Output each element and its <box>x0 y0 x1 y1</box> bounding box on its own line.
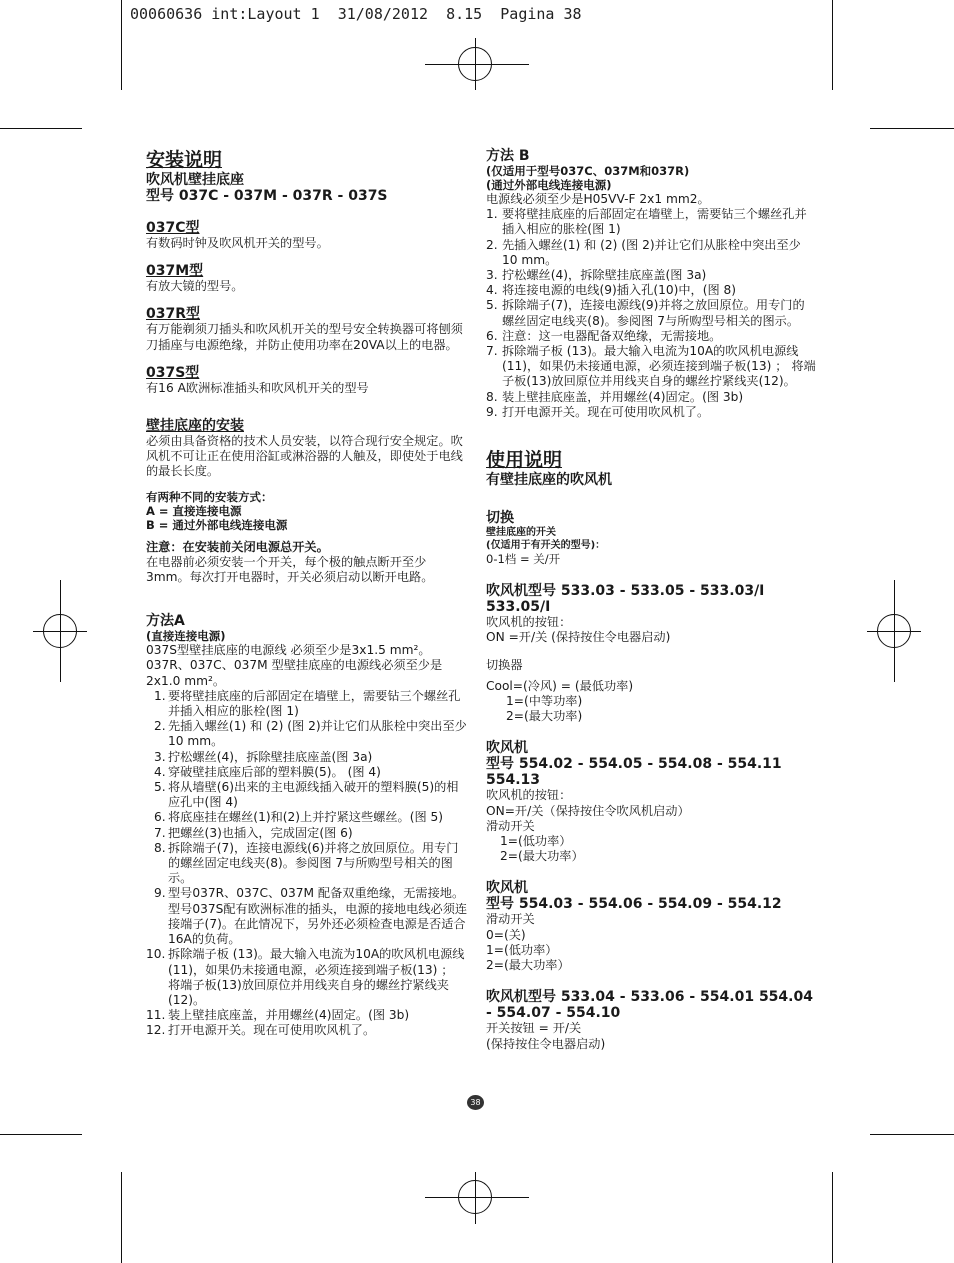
method-b-heading: 方法 B <box>486 148 530 164</box>
text-line: ON =开/关 (保持按住令电器启动) <box>486 630 671 645</box>
text-line: ON=开/关（保持按住令吹风机启动） <box>486 803 690 818</box>
text-line: 1=(低功率） <box>500 834 572 849</box>
model-name: 037C型 <box>146 220 200 236</box>
model-description: 有万能剃须刀插头和吹风机开关的型号安全转换器可将刨须刀插座与电源绝缘，并防止使用功率在20VA以上的电器。 <box>146 322 463 352</box>
list-item: 7. 拆除端子板 (13)。最大输入电流为10A的吹风机电源线 (11)，如果仍未接通电源，必须连接到端子板(13) ； 将端子板(13)放回原位并用线夹自身的螺丝拧紧线夹(12)。 <box>486 344 816 389</box>
model-heading: 型号 554.03 - 554.06 - 554.09 - 554.12 <box>486 896 782 913</box>
model-heading: 吹风机 <box>486 880 528 897</box>
method-a-intro: 037S型壁挂底座的电源线 必须至少是3x1.5 mm²。 <box>146 643 431 658</box>
list-item: 12. 打开电源开关。现在可使用吹风机了。 <box>146 1023 376 1038</box>
model-description: 有放大镜的型号。 <box>146 279 244 294</box>
list-item: 2. 先插入螺丝(1) 和 (2) (图 2)并让它们从胀栓中突出至少10 mm。 <box>486 237 801 267</box>
model-heading: 吹风机 <box>486 740 528 757</box>
method-b-label: B = 通过外部电线连接电源 <box>146 517 288 532</box>
list-item: 3. 拧松螺丝(4)，拆除壁挂底座盖(图 3a) <box>486 268 707 283</box>
method-a-label: A = 直接连接电源 <box>146 503 242 518</box>
text-line: 2=(最大功率） <box>486 958 570 973</box>
usage-title: 使用说明 <box>486 449 563 472</box>
model-description: 有数码时钟及吹风机开关的型号。 <box>146 236 329 250</box>
model-heading: 型号 554.02 - 554.05 - 554.08 - 554.11 554.13 <box>486 756 782 789</box>
text-line: (保持按住令电器启动) <box>486 1036 606 1051</box>
model-heading: 吹风机型号 533.03 - 533.05 - 533.03/I 533.05/I <box>486 583 765 616</box>
method-a-steps <box>146 689 469 1039</box>
text-line: 2=(最大功率) <box>506 709 583 724</box>
warning-text: 在电器前必须安装一个开关，每个极的触点断开至少3mm。每次打开电器时，开关必须启动以断开电路。 <box>146 554 434 585</box>
list-item: 4. 穿破壁挂底座后部的塑料膜(5)。 (图 4) <box>154 764 381 779</box>
text-line: 吹风机的按钮： <box>486 615 572 630</box>
list-item: 8. 装上壁挂底座盖，并用螺丝(4)固定。(图 3b) <box>486 389 744 404</box>
list-item: 2. 先插入螺丝(1) 和 (2) (图 2)并让它们从胀栓中突出至少10 mm。 <box>154 719 467 749</box>
method-a-intro: 037R、037C、037M 型壁挂底座的电源线必须至少是2x1.0 mm²。 <box>146 658 443 688</box>
list-item: 6. 将底座挂在螺丝(1)和(2)上并拧紧这些螺丝。(图 5) <box>154 810 444 825</box>
subtitle: 吹风机壁挂底座 <box>146 172 244 188</box>
list-item: 4. 将连接电源的电线(9)插入孔(10)中，(图 8) <box>486 283 737 298</box>
crop-mark <box>0 1134 82 1135</box>
crop-mark <box>0 128 82 129</box>
text-line: 吹风机的按钮： <box>486 788 572 803</box>
switch-heading: 切换 <box>486 510 514 527</box>
list-item: 9. 打开电源开关。现在可使用吹风机了。 <box>486 404 710 419</box>
method-a-subheading: (直接连接电源) <box>146 629 226 644</box>
crop-mark <box>121 0 122 90</box>
model-name: 037S型 <box>146 364 200 381</box>
usage-subtitle: 有壁挂底座的吹风机 <box>486 472 612 489</box>
crop-mark <box>870 1134 954 1135</box>
crop-mark <box>832 0 833 90</box>
print-header: 00060636 int:Layout 1 31/08/2012 8.15 Pagina 38 <box>130 5 582 23</box>
method-b-steps <box>486 207 816 420</box>
switch-text: 0-1档 = 关/开 <box>486 552 561 567</box>
model-name: 037M型 <box>146 263 204 280</box>
crop-mark <box>870 128 954 129</box>
text-line: Cool=(冷风) = (最低功率) <box>486 678 634 693</box>
switch-subheading: 壁挂底座的开关 <box>486 527 556 539</box>
list-item: 8. 拆除端子(7)，连接电源线(6)并将之放回原位。用专门的螺丝固定电线夹(8)。参阅图 7与所购型号相关的图示。 <box>154 840 459 886</box>
switch-title: 切换器 <box>486 657 523 672</box>
switch-subheading: (仅适用于有开关的型号)： <box>486 540 606 552</box>
method-b-intro: 电源线必须至少是H05VV-F 2x1 mm2。 <box>486 192 710 206</box>
list-item: 9. 型号037R、037C、037M 配备双重绝缘，无需接地。 型号037S配有欧洲标准的插头，电源的接地电线必须连接端子(7)。在此情况下，另外还必须检查电源是否适合16A的负荷。 <box>154 886 468 947</box>
warning-title: 注意：在安装前关闭电源总开关。 <box>146 539 329 554</box>
install-text: 必须由具备资格的技术人员安装，以符合现行安全规定。吹风机不可让正在使用浴缸或淋浴器的人触及，即使处于电线的最长长度。 <box>146 434 463 479</box>
text-line: 开关按钮 = 开/关 <box>486 1021 582 1036</box>
text-line: 滑动开关 <box>486 912 535 927</box>
list-item: 11. 装上壁挂底座盖，并用螺丝(4)固定。(图 3b) <box>146 1008 410 1023</box>
text-line: 0=(关) <box>486 927 526 942</box>
page-number-badge: 38 <box>467 1095 484 1110</box>
method-b-subheading: (仅适用于型号037C、037M和037R) <box>486 164 690 178</box>
model-list-heading: 型号 037C - 037M - 037R - 037S <box>146 188 388 204</box>
list-item: 3. 拧松螺丝(4)，拆除壁挂底座盖(图 3a) <box>154 749 373 764</box>
list-item: 1. 要将壁挂底座的后部固定在墙壁上，需要钻三个螺丝孔并插入相应的胀栓(图 1) <box>486 207 807 237</box>
list-item: 6. 注意：这一电器配备双绝缘，无需接地。 <box>486 328 722 343</box>
list-item: 5. 拆除端子(7)，连接电源线(9)并将之放回原位。用专门的螺丝固定电线夹(8)。参阅图 7与所购型号相关的图示。 <box>486 298 805 328</box>
crop-mark <box>832 1172 833 1263</box>
section-heading: 壁挂底座的安装 <box>146 418 244 435</box>
text-line: 1=(低功率） <box>486 942 558 957</box>
model-heading: 吹风机型号 533.04 - 533.06 - 554.01 554.04 - 554.07 - 554.10 <box>486 989 813 1022</box>
model-name: 037R型 <box>146 306 201 323</box>
list-item: 7. 把螺丝(3)也插入，完成固定(图 6) <box>154 825 353 840</box>
text-line: 1=(中等功率) <box>506 694 583 709</box>
text-line: 滑动开关 <box>486 818 535 833</box>
crop-mark <box>121 1172 122 1263</box>
model-description: 有16 A欧洲标准插头和吹风机开关的型号 <box>146 380 369 395</box>
text-line: 2=(最大功率） <box>500 849 584 864</box>
right-column <box>486 148 816 1052</box>
method-b-subheading: (通过外部电线连接电源) <box>486 178 612 192</box>
list-item: 1. 要将壁挂底座的后部固定在墙壁上，需要钻三个螺丝孔并插入相应的胀栓(图 1) <box>154 688 461 719</box>
methods-title: 有两种不同的安装方式： <box>146 489 273 504</box>
list-item: 5. 将从墙壁(6)出来的主电源线插入破开的塑料膜(5)的相应孔中(图 4) <box>154 780 459 810</box>
list-item: 10. 拆除端子板 (13)。最大输入电流为10A的吹风机电源线 (11)，如果仍未接通电源，必须连接到端子板(13) ； 将端子板(13)放回原位并用线夹自身的螺丝拧紧线夹(12)。 <box>146 947 465 1007</box>
page-title: 安装说明 <box>146 149 223 171</box>
method-a-heading: 方法A <box>146 613 185 630</box>
left-column <box>146 148 469 1039</box>
